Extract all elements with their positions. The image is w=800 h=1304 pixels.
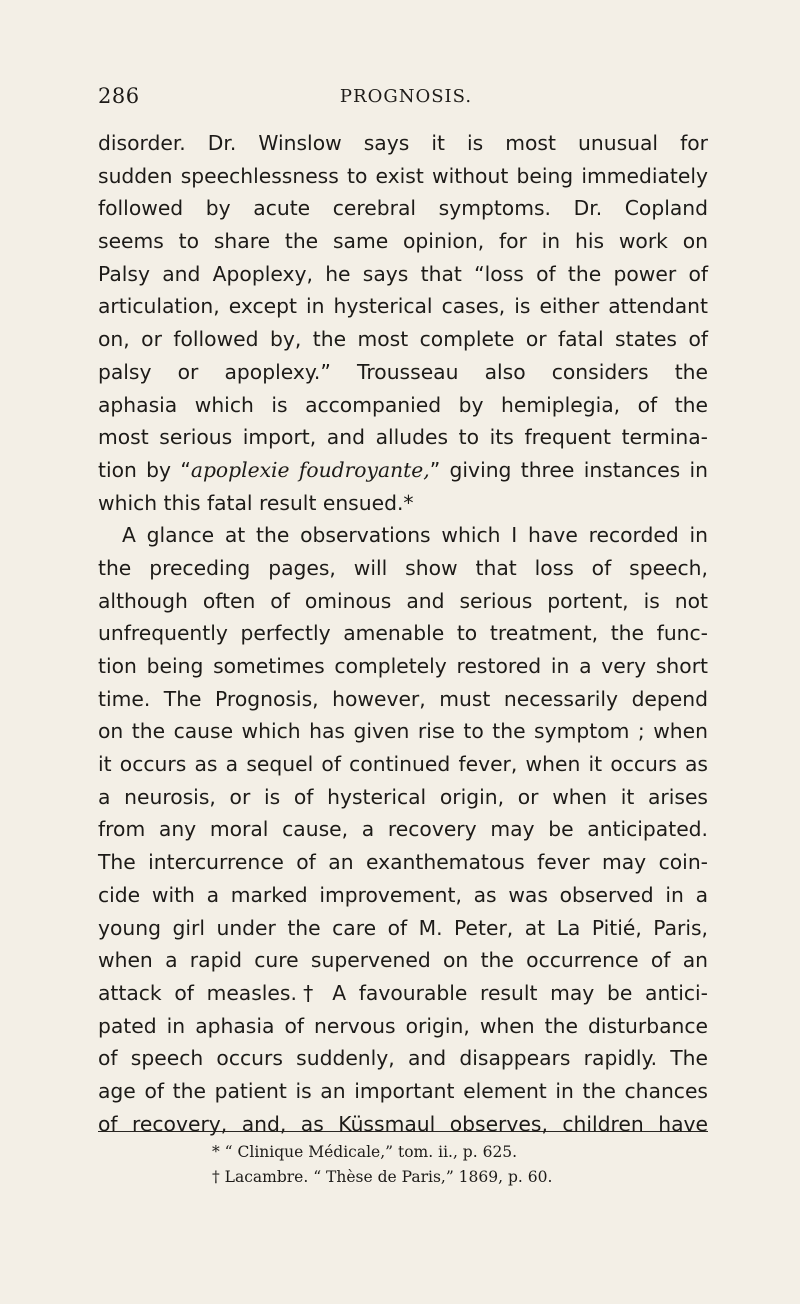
footnote: * “ Clinique Médicale,” tom. ii., p. 625. (212, 1143, 518, 1161)
text-line: which this fatal result ensued.* (98, 490, 414, 515)
text-line: cide with a marked improvement, as was observed in a (98, 882, 708, 907)
text-line: on, or followed by, the most complete or fatal states of (98, 327, 708, 352)
text-line (98, 454, 708, 487)
text-line: seems to share the same opinion, for in his work on (98, 229, 708, 254)
text-line: attack of measles.† A favourable result may be antici- (98, 980, 708, 1005)
text-line: most serious import, and alludes to its frequent termina- (98, 425, 708, 450)
text-line: A glance at the observations which I have recorded in (122, 523, 708, 548)
text-line: articulation, except in hysterical cases, is either attendant (98, 294, 708, 319)
page-header (98, 84, 708, 116)
text-line: unfrequently perfectly amenable to treatment, the func- (98, 621, 708, 646)
footnotes (212, 1140, 552, 1190)
running-head: PROGNOSIS. (339, 86, 473, 107)
text-line: it occurs as a sequel of continued fever, when it occurs as (98, 752, 708, 777)
body-text (98, 127, 708, 1140)
text-line: although often of ominous and serious portent, is not (98, 588, 708, 613)
text-line: a neurosis, or is of hysterical origin, or when it arises (98, 784, 708, 809)
text-line: disorder. Dr. Winslow says it is most unusual for (98, 131, 708, 155)
text-line: young girl under the care of M. Peter, at La Pitié, Paris, (98, 915, 708, 940)
text-line: age of the patient is an important element in the chances (98, 1078, 708, 1103)
text-line: the preceding pages, will show that loss of speech, (98, 555, 708, 580)
italic-phrase: apoplexie foudroyante, (190, 457, 430, 482)
footnote-divider (98, 1131, 708, 1132)
text-line: sudden speechlessness to exist without being immediately (98, 163, 708, 188)
text-line: of speech occurs suddenly, and disappears rapidly. The (98, 1046, 708, 1071)
text-line: tion being sometimes completely restored in a very short (98, 654, 708, 678)
text-line: from any moral cause, a recovery may be anticipated. (98, 817, 708, 842)
text-line: Palsy and Apoplexy, he says that “loss of the power of (98, 261, 708, 286)
text-line: of recovery, and, as Küssmaul observes, children have (98, 1111, 708, 1136)
text-line: palsy or apoplexy.” Trousseau also considers the (98, 359, 708, 384)
text-line: aphasia which is accompanied by hemiplegia, of the (98, 392, 708, 417)
text-line: time. The Prognosis, however, must necessarily depend (98, 686, 708, 711)
text-line: followed by acute cerebral symptoms. Dr. Copland (98, 196, 708, 221)
text-fragment: ” giving three instances in (429, 457, 708, 482)
text-line: when a rapid cure supervened on the occurrence of an (98, 948, 708, 973)
text-fragment: tion by “ (98, 457, 191, 482)
text-line: pated in aphasia of nervous origin, when the disturbance (98, 1013, 708, 1038)
text-line: The intercurrence of an exanthematous fever may coin- (98, 850, 708, 875)
text-line: on the cause which has given rise to the symptom ; when (98, 719, 708, 744)
footnote: † Lacambre. “ Thèse de Paris,” 1869, p. 60. (212, 1168, 553, 1186)
page-number: 286 (98, 84, 140, 108)
